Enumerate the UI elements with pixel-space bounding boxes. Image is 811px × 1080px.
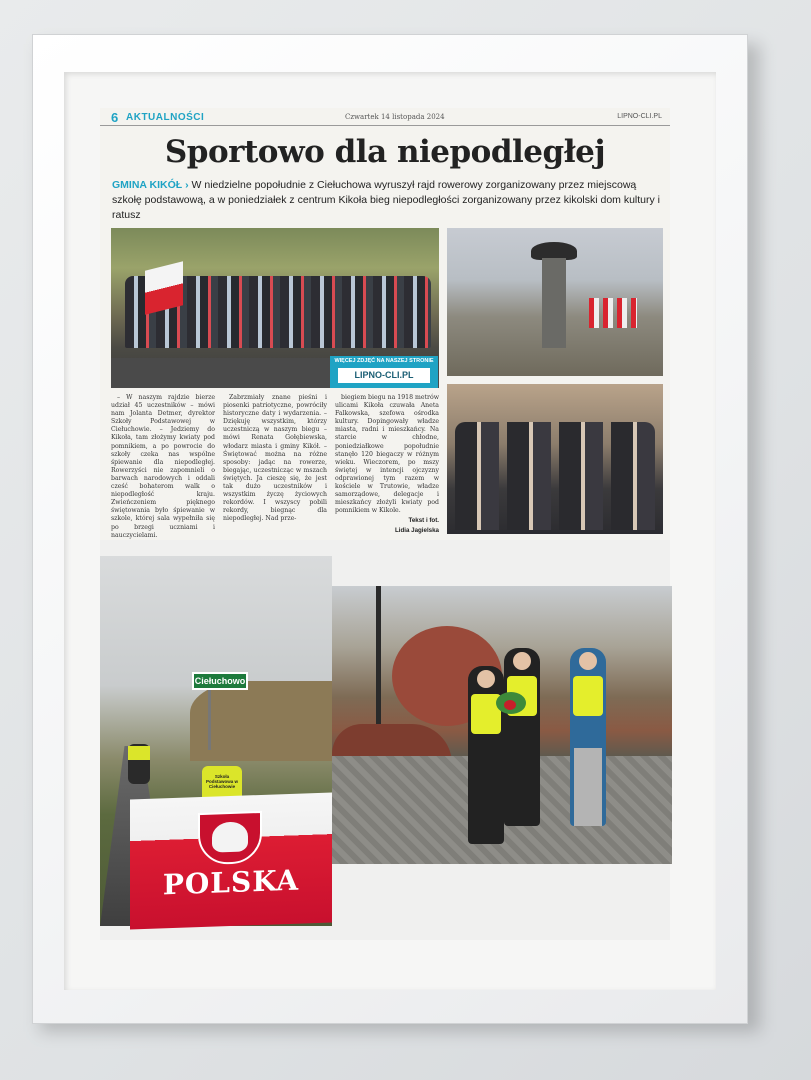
article-column: biegiem biegu na 1918 metrów ulicami Kikoła czuwała Aneta Falkowska, szefowa ośrodka kultury. Dopingowały władze miasta, radni i mieszkańcy. Na starcie w chłodne, poniedziałkowe popołudnie stanęło 120 biegaczy w różnym wieku. Wieczorem, po mszy świętej w intencji ojczyzny odprawionej tym razem w kościele w Trutowie, władze samorządowe, delegacje i mieszkańcy złożyli kwiaty pod pomnikiem w Kikole. Tekst i fot. Lidia Jagielska	[335, 394, 439, 535]
lead-text: W niedzielne popołudnie z Ciełuchowa wyruszył rajd rowerowy zorganizowany przez miejscową szkołę podstawową, a w poniedziałek z centrum Kikoła bieg niepodległości zorganizowany przez kikolski dom kultury i ratusz	[112, 179, 661, 221]
student	[468, 666, 504, 844]
polish-flag	[130, 792, 332, 929]
students-walk-photo	[332, 586, 672, 864]
article-lead	[112, 178, 664, 223]
sign-post	[208, 690, 211, 750]
article-column: Zabrzmiały znane pieśni i piosenki patriotyczne, powróciły historyczne daty i wydarzenia. – Dziękuję wszystkim, którzy uczestniczą w naszym biegu – mówi Renata Gołębiewska, włodarz miasta i gminy Kikół. – Świętować można na różne sposoby: jadąc na rowerze, biegając, uczestnicząc w mszach świętych. Ja cieszę się, że jest tak dużo uczestników i wszystkim życzę życiowych rekordów. I wszyscy pobili rekordy, biegnąc dla niepodległej. Nad prze-	[223, 394, 327, 523]
road-sign: Ciełuchowo	[192, 672, 248, 690]
newspaper-page	[100, 108, 670, 540]
page-header	[100, 108, 670, 126]
article-headline: Sportowo dla niepodległej	[164, 134, 606, 170]
article-column: – W naszym rajdzie bierze udział 45 uczestników – mówi nam Jolanta Detmer, dyrektor Szkoły Podstawowej w Ciełuchowie. – Jedziemy do Kikoła, tam złożymy kwiaty pod pomnikiem, a po powrocie do szkoły czeka nas wspólne śpiewanie dla niepodległej. Rowerzyści nie zapomnieli o barwach narodowych i oddali cześć bohaterom walk o niepodległość kraju. Zwieńczeniem pięknego świętowania było śpiewanie w szkole, której sala wypełniła się po brzegi uczniami i nauczycielami.	[111, 394, 215, 539]
lead-kicker: GMINA KIKÓŁ	[112, 179, 183, 191]
student	[570, 648, 606, 826]
article-body	[111, 394, 439, 539]
runners-indoor-photo	[447, 384, 663, 534]
flags	[589, 298, 637, 328]
chevron-right-icon: ›	[185, 179, 192, 191]
student	[504, 648, 540, 826]
white-eagle-icon	[198, 811, 262, 865]
promo-box	[330, 356, 438, 388]
field	[190, 681, 332, 761]
site-name: LIPNO-CLI.PL	[617, 113, 662, 120]
credit-label: Tekst i fot.	[408, 517, 439, 525]
monument-photo	[447, 228, 663, 376]
issue-date: Czwartek 14 listopada 2024	[345, 113, 445, 121]
promo-url: LIPNO-CLI.PL	[338, 368, 430, 383]
flowers	[496, 692, 526, 714]
promo-text: WIĘCEJ ZDJĘĆ NA NASZEJ STRONIE	[334, 358, 434, 364]
vest-text: Szkoła Podstawowa w Ciełuchowie	[205, 774, 238, 789]
runners-with-numbers	[455, 422, 655, 530]
monument-pillar	[542, 258, 566, 348]
flag-text: POLSKA	[162, 863, 300, 902]
credit-name: Lidia Jagielska	[394, 527, 439, 535]
page-number: 6	[111, 110, 119, 125]
lamp-post	[376, 586, 381, 736]
section-name: AKTUALNOŚCI	[126, 112, 205, 123]
cyclist-vest	[128, 746, 150, 760]
